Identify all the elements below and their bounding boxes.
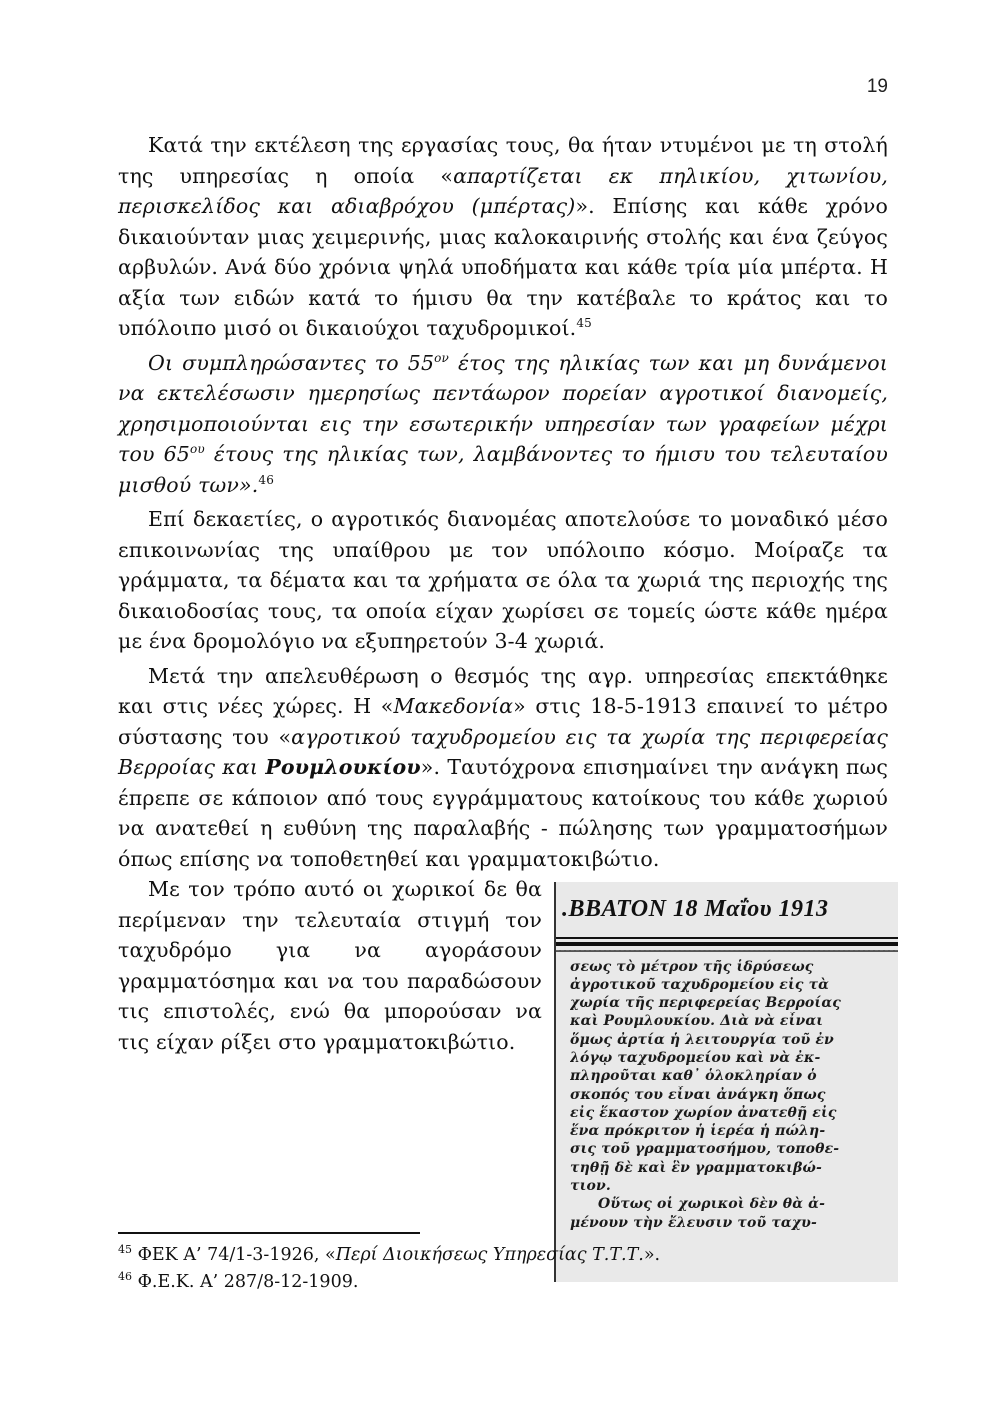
text-span: Κατά την εκτέλεση της εργασίας τους, θα ήταν ντυμένοι με τη στολή της υπηρεσίας η οποία « [118, 133, 888, 188]
clipping-line: καὶ Ρουμλουκίου. Διὰ νὰ εἶναι [570, 1013, 824, 1030]
paragraph-rural-postman: Επί δεκαετίες, ο αγροτικός διανομέας αποτελούσε το μοναδικό μέσο επικοινωνίας της υπαίθρου με τον υπόλοιπο κόσμο. Μοίραζε τα γράμματα, τα δέματα και τα χρήματα σε όλα τα χωριά της περιοχής της δικαιοδοσίας τους, τα οποία είχαν χωρίσει σε τομείς ώστε κάθε ημέρα με ένα δρομολόγιο να εξυπηρετούν 3-4 χωριά. [118, 507, 888, 653]
wrapped-text-area [118, 661, 888, 1231]
clipping-line: λόγῳ ταχυδρομείου καὶ νὰ ἐκ- [570, 1049, 821, 1066]
ordinal-superscript: ον [434, 350, 449, 365]
footnote-mark: 45 [118, 1243, 132, 1256]
text-span: » στις 18-5-1913 επαινεί το μέτρο σύστασης του « [118, 694, 888, 749]
quoted-italic-text: αγροτικού ταχυδρομείου εις τα χωρία της περιφερείας Βερροίας και [118, 724, 888, 779]
footnote-45 [118, 1242, 878, 1269]
clipping-line: ἀγροτικοῦ ταχυδρομείου εἰς τὰ [570, 976, 830, 993]
text-span: ». Ταυτόχρονα επισημαίνει την ανάγκη πως έπρεπε σε κάποιον από τους εγγράμματους κατοίκους του κάθε χωριού να ανατεθεί η ευθύνη της παραλαβής - πώλησης των γραμματοσήμων όπως επίσης να τοποθετηθεί και γραμματοκιβώτιο. [118, 755, 888, 871]
clipping-line: σεως τὸ μέτρον τῆς ἱδρύσεως [570, 958, 814, 975]
quoted-italic-text: απαρτίζεται εκ πηλικίου, χιτωνίου, περισκελίδος και αδιαβρόχου (μπέρτας) [118, 163, 888, 218]
paragraph-quote [118, 348, 888, 501]
quote-text: έτος της ηλικίας των και μη δυνάμενοι να εκτελέσωσιν ημερησίως πεντάωρον πορείαν αγροτικοί διανομείς, χρησιμοποιούνται εις την εσωτερικήν υπηρεσίαν των γραφείων μέχρι του 65 [118, 350, 888, 466]
newspaper-clipping [554, 882, 898, 1282]
clipping-line: μένουν τὴν ἔλευσιν τοῦ ταχυ- [570, 1214, 818, 1231]
quote-text: έτους της ηλικίας των, λαμβάνοντες το ήμισυ του τελευταίου μισθού των». [118, 442, 888, 497]
footnote-text: ». [643, 1245, 661, 1265]
clipping-rule [556, 942, 898, 946]
footnote-text: ΦΕΚ Α’ 74/1-3-1926, « [132, 1245, 336, 1265]
clipping-rule [556, 937, 898, 939]
ordinal-superscript: ου [190, 442, 205, 456]
footnote-separator [118, 1232, 420, 1234]
text-span: ». Επίσης και κάθε χρόνο δικαιούνταν μιας χειμερινής, μιας καλοκαιρινής στολής και ένα ζεύγος αρβυλών. Ανά δύο χρόνια ψηλά υποδήματα και κάθε τρία μία μπέρτα. Η αξία των ειδών κατά το ήμισυ θα την κατέβαλε το κράτος και το υπόλοιπο μισό οι δικαιούχοι ταχυδρομικοί. [118, 194, 889, 340]
clipping-line: χωρία τῆς περιφερείας Βερροίας [570, 995, 841, 1012]
clipping-line: Οὕτως οἱ χωρικοὶ δὲν θὰ ἀ- [598, 1196, 826, 1213]
body-text [118, 130, 888, 1290]
text-span: Μετά την απελευθέρωση ο θεσμός της αγρ. υπηρεσίας επεκτάθηκε και στις νέες χώρες. Η « [118, 663, 888, 718]
clipping-line: πληροῦται καθ᾽ ὁλοκληρίαν ὁ [570, 1068, 817, 1085]
clipping-line: τιον. [570, 1178, 611, 1195]
clipping-line: σκοπός του εἶναι ἀνάγκη ὅπως [570, 1086, 826, 1103]
paragraph-villagers: Με τον τρόπο αυτό οι χωρικοί δε θα περίμεναν την τελευταία στιγμή τον ταχυδρόμο για να αγοράσουν γραμματόσημα και να του παραδώσουν τις επιστολές, ενώ θα μπορούσαν να τις είχαν ρίξει στο γραμματοκιβώτιο. [118, 877, 542, 1054]
paragraph-expansion [118, 661, 888, 875]
footnote-mark: 46 [118, 1270, 132, 1283]
footnote-text: Φ.Ε.Κ. Α’ 287/8-12-1909. [132, 1272, 359, 1292]
clipping-line: ἕνα πρόκριτον ἡ ἱερέα ἡ πώλη- [570, 1123, 826, 1140]
footnote-italic-text: Περί Διοικήσεως Υπηρεσίας Τ.Τ.Τ. [335, 1245, 644, 1265]
newspaper-name: Μακεδονία [393, 694, 514, 718]
clipping-line: σις τοῦ γραμματοσήμου, τοποθε- [570, 1141, 840, 1158]
clipping-line: εἰς ἕκαστον χωρίον ἀνατεθῇ εἰς [570, 1104, 837, 1121]
clipping-body [556, 952, 898, 1232]
page-number: 19 [866, 76, 888, 97]
footnote-ref: 46 [258, 472, 274, 487]
footnote-ref: 45 [576, 316, 592, 330]
clipping-line: τηθῇ δὲ καὶ ἓν γραμματοκιβώ- [570, 1159, 822, 1176]
paragraph-uniform [118, 130, 888, 344]
footnotes [118, 1242, 878, 1296]
clipping-line: ὅμως ἀρτία ἡ λειτουργία τοῦ ἐν [570, 1031, 834, 1048]
footnote-46 [118, 1269, 878, 1296]
quote-text: Οι συμπληρώσαντες το 55 [148, 350, 435, 375]
clipping-header: .ΒΒΑΤΟΝ 18 Μαΐου 1913 [562, 896, 829, 922]
bold-place-name: Ρουμλουκίου [265, 755, 421, 779]
